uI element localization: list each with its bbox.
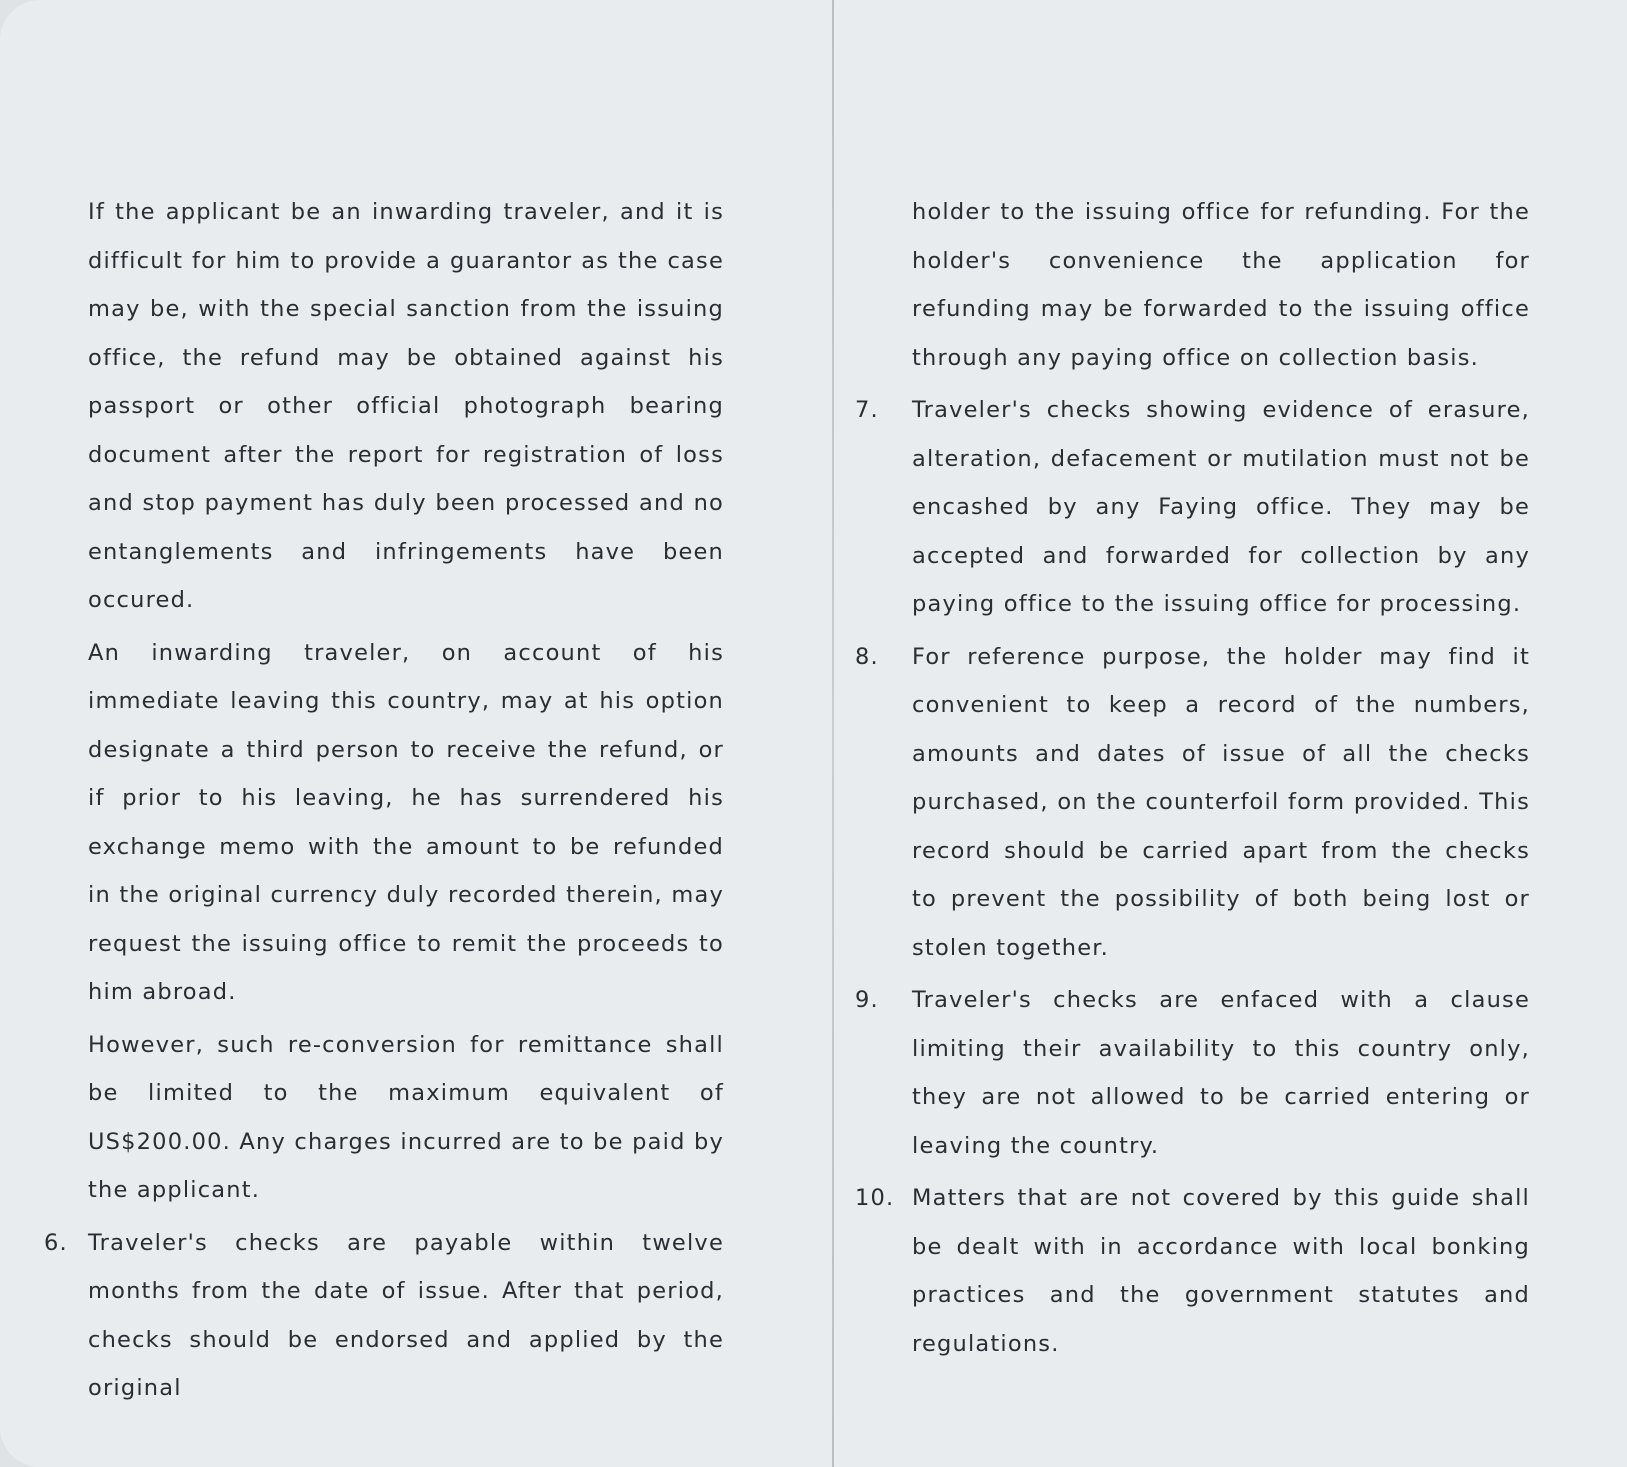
item-6 xyxy=(44,1219,724,1413)
item-7 xyxy=(855,386,1530,629)
paragraph-reconversion-limit: However, such re-conversion for remittance shall be limited to the maximum equivalent of US$200.00. Any charges incurred are to be paid by the applicant. xyxy=(88,1031,724,1203)
item-number: 9. xyxy=(855,987,879,1013)
paragraph-refund-passport: If the applicant be an inwarding traveler, and it is difficult for him to provide a guarantor as the case may be, with the special sanction from the issuing office, the refund may be obtained against his passport or other official photograph bearing document after the report for registration of loss and stop payment has duly been processed and no entanglements and infringements have been occured. xyxy=(88,199,724,613)
left-page xyxy=(44,188,724,1417)
item-number: 10. xyxy=(855,1185,895,1211)
item-10 xyxy=(855,1174,1530,1368)
right-page xyxy=(855,188,1530,1372)
item-text: Matters that are not covered by this guide shall be dealt with in accordance with local bonking practices and the government statutes and regulations. xyxy=(912,1185,1530,1357)
item-number: 8. xyxy=(855,643,879,670)
page-fold xyxy=(832,0,834,1467)
item-text: Traveler's checks showing evidence of erasure, alteration, defacement or mutilation must not be encashed by any Faying office. They may be accepted and forwarded for collection by any paying office to the issuing office for processing. xyxy=(912,397,1530,617)
item-9 xyxy=(855,976,1530,1170)
item-number: 7. xyxy=(855,397,879,423)
paragraph-continuation: holder to the issuing office for refunding. For the holder's convenience the application for refunding may be forwarded to the issuing office through any paying office on collection basis. xyxy=(912,199,1530,371)
paragraph-third-person: An inwarding traveler, on account of his immediate leaving this country, may at his option designate a third person to receive the refund, or if prior to his leaving, he has surrendered his exchange memo with the amount to be refunded in the original currency duly recorded therein, may request the issuing office to remit the proceeds to him abroad. xyxy=(88,639,724,1005)
item-number: 6. xyxy=(44,1229,68,1256)
item-text: For reference purpose, the holder may find it convenient to keep a record of the numbers, amounts and dates of issue of all the checks purchased, on the counterfoil form provided. This record should be carried apart from the checks to prevent the possibility of both being lost or stolen together. xyxy=(912,643,1530,961)
item-8 xyxy=(855,633,1530,973)
item-text: Traveler's checks are payable within twelve months from the date of issue. After that period, checks should be endorsed and applied by the original xyxy=(88,1229,724,1401)
item-text: Traveler's checks are enfaced with a clause limiting their availability to this country only, they are not allowed to be carried entering or leaving the country. xyxy=(912,987,1530,1159)
